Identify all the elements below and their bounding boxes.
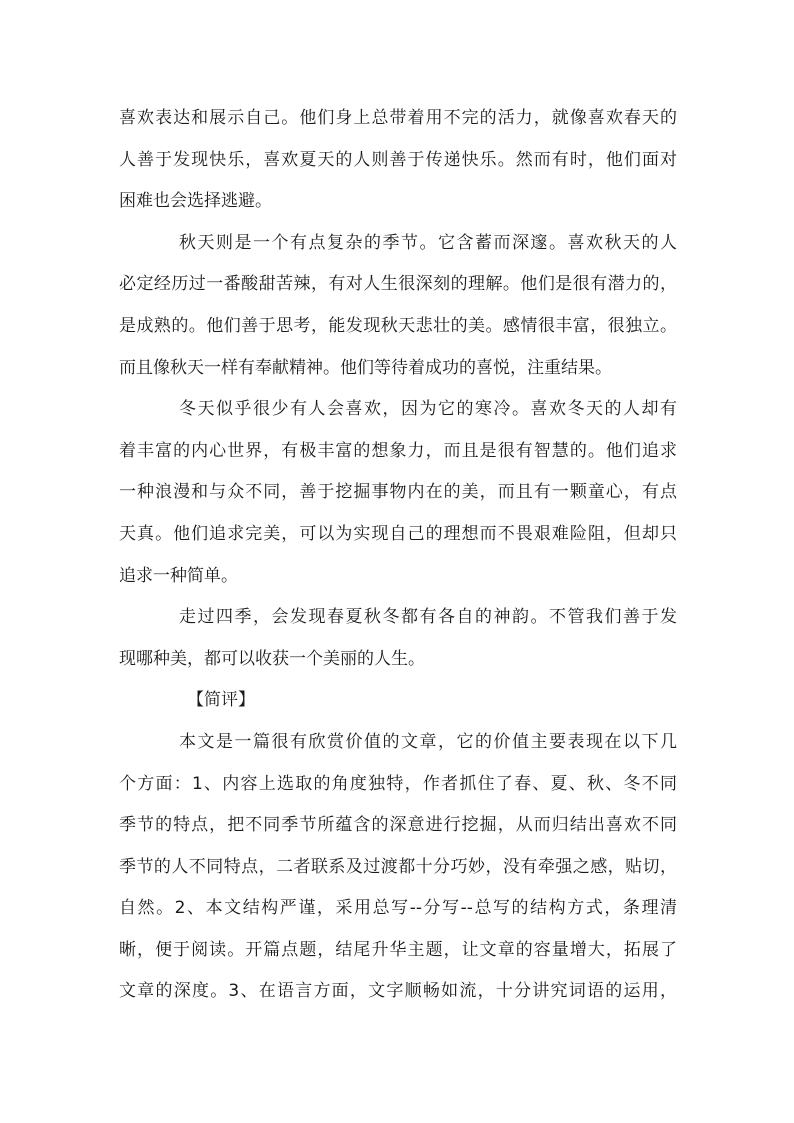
text-line: 而且像秋天一样有奉献精神。他们等待着成功的喜悦，注重结果。 [119,357,612,378]
text-line: 秋天则是一个有点复杂的季节。它含蓄而深邃。喜欢秋天的人 [179,232,677,253]
text-line: 文章的深度。3、在语言方面，文字顺畅如流，十分讲究词语的运用， [119,981,677,1002]
section-heading: 【简评】 [187,690,255,711]
text-line: 季节的人不同特点，二者联系及过渡都十分巧妙，没有牵强之感，贴切， [119,856,677,877]
text-line: 晰，便于阅读。开篇点题，结尾升华主题，让文章的容量增大，拓展了 [119,939,677,960]
text-line: 必定经历过一番酸甜苦辣，有对人生很深刻的理解。他们是很有潜力的， [119,274,677,295]
paragraph-winter [119,389,677,597]
text-line: 个方面：1、内容上选取的角度独特，作者抓住了春、夏、秋、冬不同 [119,773,677,794]
document-body [119,98,677,1013]
text-line: 一种浪漫和与众不同，善于挖掘事物内在的美，而且有一颗童心，有点 [119,482,677,503]
paragraph-autumn [119,223,677,389]
text-line: 追求一种简单。 [119,565,238,586]
text-line: 天真。他们追求完美，可以为实现自己的理想而不畏艰难险阻，但却只 [119,523,677,544]
text-line: 着丰富的内心世界，有极丰富的想象力，而且是很有智慧的。他们追求 [119,440,677,461]
text-line: 自然。2、本文结构严谨，采用总写--分写--总写的结构方式，条理清 [119,898,677,919]
text-line: 走过四季，会发现春夏秋冬都有各自的神韵。不管我们善于发 [179,607,677,628]
review-heading [119,680,677,722]
text-line: 困难也会选择逃避。 [119,191,272,212]
text-line: 季节的特点，把不同季节所蕴含的深意进行挖掘，从而归结出喜欢不同 [119,815,677,836]
paragraph-review [119,722,677,1013]
text-line: 喜欢表达和展示自己。他们身上总带着用不完的活力，就像喜欢春天的 [119,108,677,128]
paragraph-spring-continued [119,98,677,223]
text-line: 是成熟的。他们善于思考，能发现秋天悲壮的美。感情很丰富，很独立。 [119,315,677,336]
text-line: 现哪种美，都可以收获一个美丽的人生。 [119,648,425,669]
text-line: 本文是一篇很有欣赏价值的文章，它的价值主要表现在以下几 [179,731,677,752]
text-line: 冬天似乎很少有人会喜欢，因为它的寒冷。喜欢冬天的人却有 [179,399,677,420]
paragraph-conclusion [119,597,677,680]
text-line: 人善于发现快乐，喜欢夏天的人则善于传递快乐。然而有时，他们面对 [119,149,677,170]
